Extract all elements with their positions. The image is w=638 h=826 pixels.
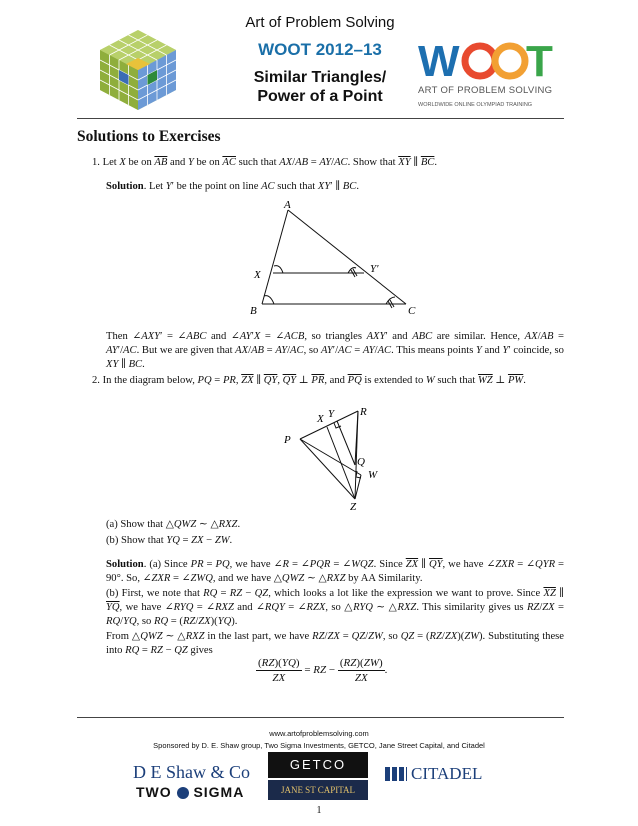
solution-label: Solution: [106, 181, 144, 192]
deshaw-logo: D E Shaw & Co: [133, 762, 250, 782]
handout-title-line-2: Power of a Point: [257, 88, 383, 105]
segment-pz: [300, 439, 355, 499]
page-number: 1: [316, 805, 322, 816]
woot-logo-sub: ART OF PROBLEM SOLVING: [418, 85, 553, 96]
problem-1-number: 1.: [92, 157, 100, 168]
footer-sponsors: Sponsored by D. E. Shaw group, Two Sigma Investments, GETCO, Jane Street Capital, and Citadel: [153, 741, 485, 750]
header-handout-title: [240, 68, 400, 106]
header-line-1: Art of Problem Solving: [245, 14, 395, 31]
section-heading: Solutions to Exercises: [77, 128, 221, 145]
segment-xz: [327, 427, 355, 499]
side-ab: [262, 210, 288, 304]
svg-text:T: T: [526, 40, 553, 80]
problem-2-part-b: (b) Show that YQ = ZX − ZW.: [106, 535, 233, 546]
woot-logo-tagline: WORLDWIDE ONLINE OLYMPIAD TRAINING: [418, 102, 533, 108]
problem-2-part-a: (a) Show that △QWZ ∼ △RXZ.: [106, 519, 241, 530]
woot-logo: [418, 40, 553, 110]
janestreet-logo: JANE ST CAPITAL: [268, 780, 368, 800]
figure-1-triangle: [240, 198, 440, 318]
solution-label-period: .: [143, 181, 147, 192]
twosigma-badge-icon: [177, 787, 189, 799]
label-z: Z: [350, 501, 357, 513]
problem-2-solution-a: Solution. (a) Since PR = PQ, we have ∠R = ∠PQR = ∠WQZ. Since $\overline{ZX}$ ∥ $\overline{QY}$, we have ∠ZXR = ∠QYR = 90°. So, ∠ZXR = ∠ZWQ, and we have △QWZ ∼ △RXZ by AA Similarity.: [106, 559, 565, 584]
label-w: W: [368, 469, 378, 481]
label-y-prime: Y′: [370, 263, 379, 275]
figure-2-diagram: [275, 403, 395, 515]
problem-1-solution-text: Then ∠AXY′ = ∠ABC and ∠AY′X = ∠ACB, so triangles AXY′ and ABC are similar. Hence, AX/AB = AY′/AC. But we are given that AX/AB = AY/AC, so AY′/AC = AY/AC. This means points Y and Y′ coincide, so XY ∥ BC.: [106, 331, 565, 370]
label-q: Q: [357, 456, 365, 468]
problem-1-statement: 1. Let X be on $\overline{AB}$ and Y be on $\overline{AC}$ such that AX/AB = AY/AC. Show that $\overline{XY}$ ∥ $\overline{BC}$.: [92, 157, 438, 168]
twosigma-word-2: SIGMA: [193, 784, 245, 800]
label-x: X: [317, 413, 324, 425]
twosigma-word-1: TWO: [136, 784, 172, 800]
footer-url: www.artofproblemsolving.com: [269, 729, 369, 738]
problem-2-solution-b: (b) First, we note that RQ = RZ − QZ, which looks a lot like the expression we want to prove. Since $\overline{XZ}$ ∥ $\overline{YQ}$, we have ∠RYQ = ∠RXZ and ∠RQY = ∠RZX, so △RYQ ∼ △RXZ. This similarity gives us RZ/ZX = RQ/YQ, so RQ = (RZ/ZX)(YQ).: [106, 588, 565, 627]
citadel-icon: [385, 767, 407, 781]
label-r: R: [360, 406, 367, 418]
label-b: B: [250, 305, 257, 317]
display-equation: $\frac{(RZ)(YQ)}{ZX}$ = RZ − $\frac{(RZ)(ZW)}{ZX}$ .: [258, 657, 388, 684]
label-y: Y: [328, 408, 335, 420]
problem-1-solution-intro: Solution. Let Y′ be the point on line AC such that XY′ ∥ BC.: [106, 181, 359, 192]
getco-logo: GETCO: [268, 752, 368, 778]
header-line-2: WOOT 2012–13: [258, 40, 382, 59]
part-a-label: (a): [106, 519, 118, 530]
solution-label-2: Solution: [106, 559, 144, 570]
part-b-label: (b): [106, 535, 119, 546]
footer-rule: [77, 717, 564, 718]
problem-2-solution-b-cont: From △QWZ ∼ △RXZ in the last part, we have RZ/ZX = QZ/ZW, so QZ = (RZ/ZX)(ZW). Substituting these into RQ = RZ − QZ gives: [106, 631, 564, 656]
problem-2-number: 2.: [92, 375, 100, 386]
label-p: P: [284, 434, 291, 446]
twosigma-logo: [136, 784, 244, 800]
citadel-logo: [385, 764, 482, 784]
citadel-word: CITADEL: [411, 764, 483, 783]
label-x: X: [254, 269, 261, 281]
svg-text:W: W: [418, 40, 460, 80]
label-a: A: [284, 199, 291, 211]
label-c: C: [408, 305, 416, 317]
woot-logo-mark: [418, 40, 553, 80]
header-rule: [77, 118, 564, 119]
aops-cube-logo: [98, 28, 178, 112]
problem-2-statement: 2. In the diagram below, PQ = PR, $\overline{ZX}$ ∥ $\overline{QY}$, $\overline{QY}$ ⊥ $\overline{PR}$, and $\overline{PQ}$ is extended to W such that $\overline{WZ}$ ⊥ $\overline{PW}$.: [92, 375, 526, 386]
side-ac: [288, 210, 406, 304]
handout-title-line-1: Similar Triangles/: [253, 69, 387, 86]
